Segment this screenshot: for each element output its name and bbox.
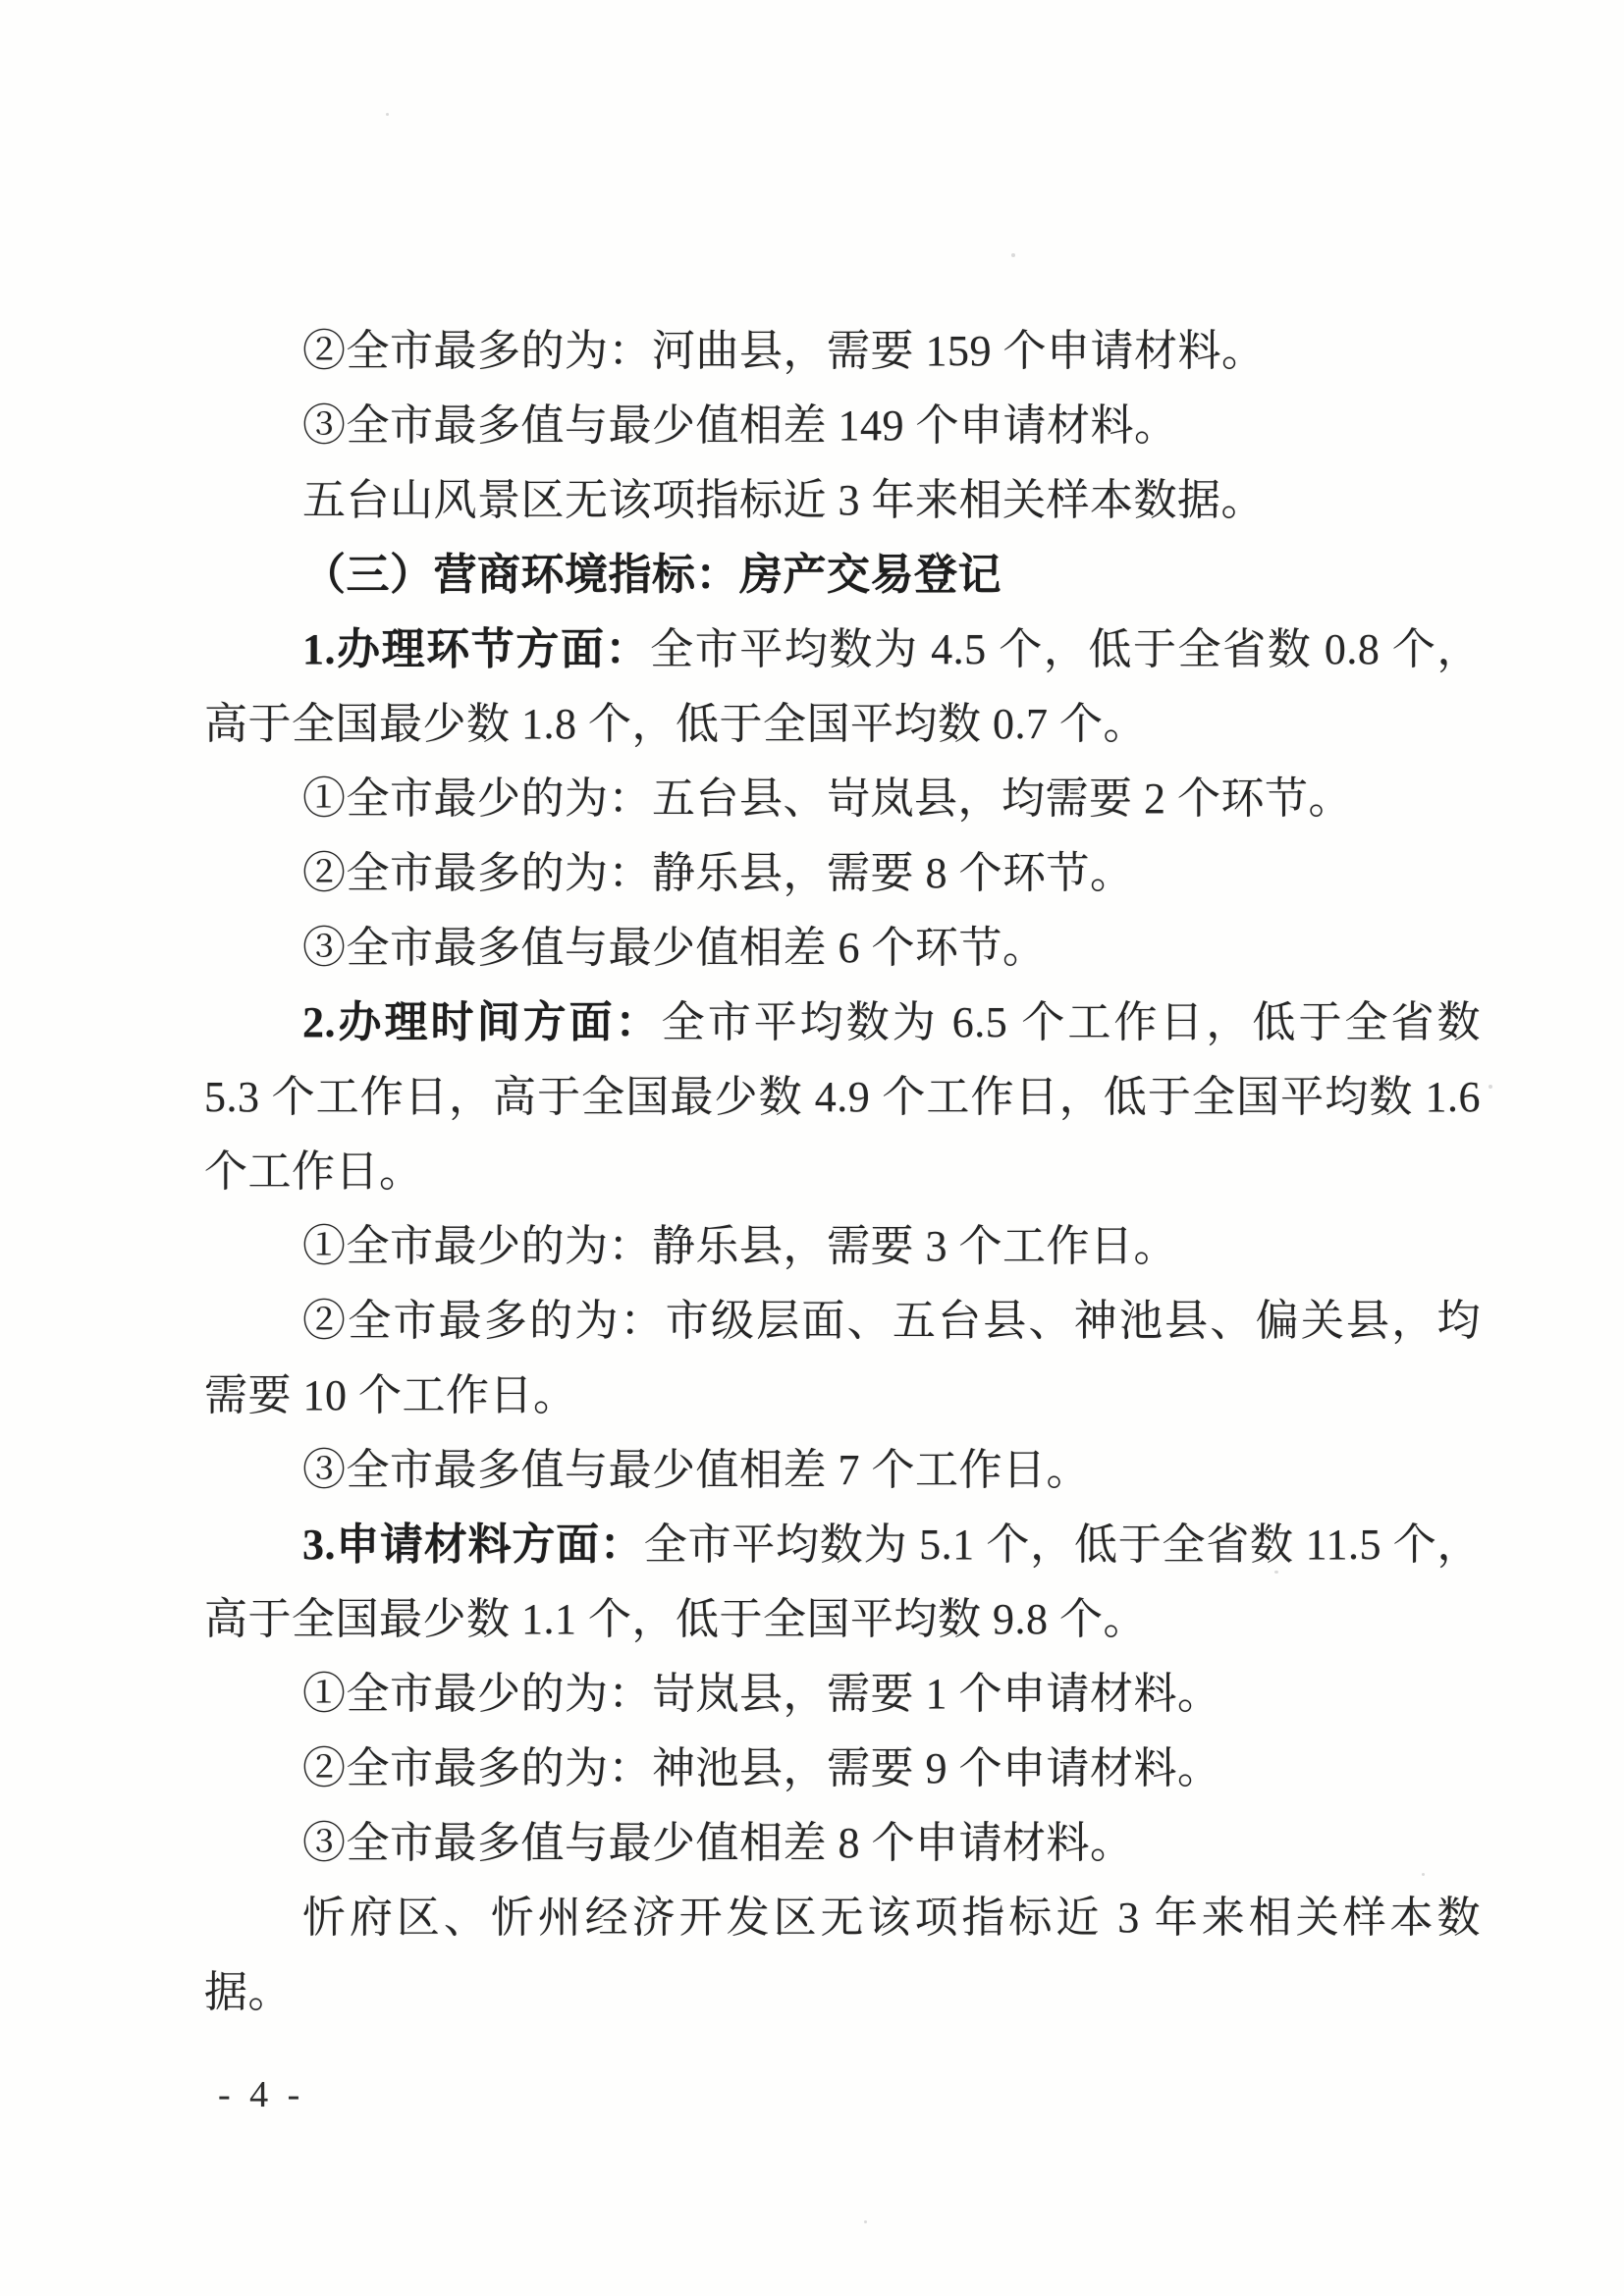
paragraph: 1.办理环节方面：全市平均数为 4.5 个，低于全省数 0.8 个，高于全国最少数 1.8 个，低于全国平均数 0.7 个。 [204,625,1482,748]
paragraph: ②全市最多的为：市级层面、五台县、神池县、偏关县，均需要 10 个工作日。 [204,1297,1481,1419]
scan-speck [1011,253,1015,257]
paragraph: ①全市最少的为：五台县、岢岚县，均需要 2 个环节。 [302,774,1352,823]
paragraph: ③全市最多值与最少值相差 6 个环节。 [302,924,1047,972]
paragraph-lead: 2.办理时间方面： [302,998,662,1046]
page-number: - 4 - [218,2074,305,2115]
paragraph: ②全市最多的为：河曲县，需要 159 个申请材料。 [302,327,1266,375]
paragraph: ①全市最少的为：岢岚县，需要 1 个申请材料。 [302,1670,1221,1718]
scan-speck [1422,1873,1425,1876]
document-body [204,314,1481,2030]
paragraph: 3.申请材料方面：全市平均数为 5.1 个，低于全省数 11.5 个，高于全国最少数 1.1 个，低于全国平均数 9.8 个。 [204,1521,1482,1643]
paragraph: ③全市最多值与最少值相差 149 个申请材料。 [302,401,1178,450]
scan-speck [1489,1085,1492,1089]
paragraph-lead: 1.办理环节方面： [302,625,651,673]
paragraph: ②全市最多的为：静乐县，需要 8 个环节。 [302,849,1134,897]
paragraph: ②全市最多的为：神池县，需要 9 个申请材料。 [302,1744,1221,1792]
paragraph: ③全市最多值与最少值相差 8 个申请材料。 [302,1819,1134,1867]
section-heading: （三）营商环境指标：房产交易登记 [302,551,1001,599]
paragraph: 2.办理时间方面：全市平均数为 6.5 个工作日，低于全省数 5.3 个工作日，高于全国最少数 4.9 个工作日，低于全国平均数 1.6 个工作日。 [204,998,1482,1196]
scan-speck [1274,1571,1278,1574]
scan-speck [864,2220,867,2223]
scan-speck [386,113,389,116]
paragraph: 忻府区、忻州经济开发区无该项指标近 3 年来相关样本数据。 [204,1894,1481,2016]
paragraph: 五台山风景区无该项指标近 3 年来相关样本数据。 [302,476,1265,524]
paragraph: ①全市最少的为：静乐县，需要 3 个工作日。 [302,1222,1177,1270]
paragraph: ③全市最多值与最少值相差 7 个工作日。 [302,1446,1090,1494]
paragraph-lead: 3.申请材料方面： [302,1521,644,1569]
